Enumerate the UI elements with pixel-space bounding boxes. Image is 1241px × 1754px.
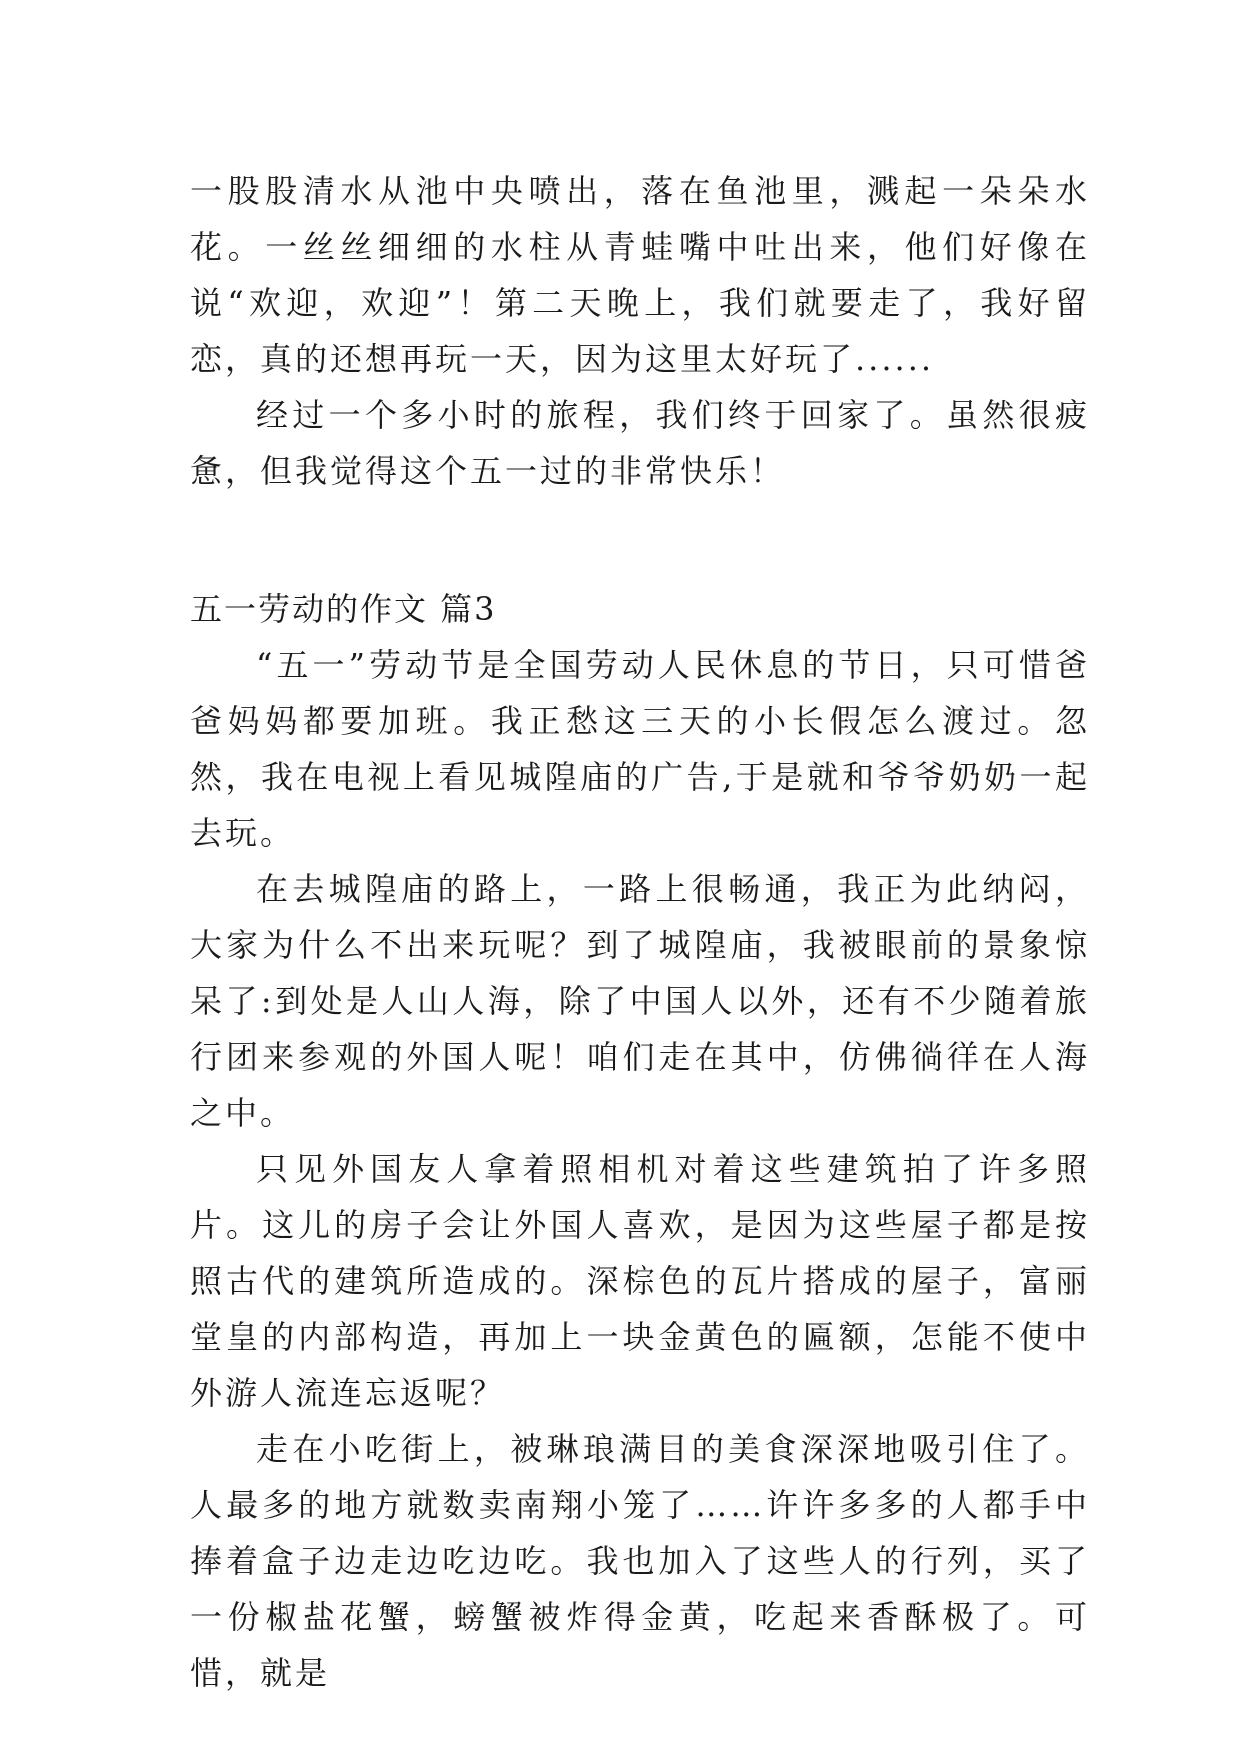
paragraph-intro: “五一”劳动节是全国劳动人民休息的节日，只可惜爸爸妈妈都要加班。我正愁这三天的小长假怎么渡过。忽然，我在电视上看见城隍庙的广告,于是就和爷爷奶奶一起去玩。	[190, 646, 1090, 852]
paragraph-snack-street: 走在小吃街上，被琳琅满目的美食深深地吸引住了。人最多的地方就数卖南翔小笼了……许许多多的人都手中捧着盒子边走边吃边吃。我也加入了这些人的行列，买了一份椒盐花蟹，螃蟹被炸得金黄，吃起来香酥极了。可惜，就是	[190, 1430, 1090, 1692]
document-body	[190, 163, 1090, 1701]
paragraph-on-the-way: 在去城隍庙的路上，一路上很畅通，我正为此纳闷，大家为什么不出来玩呢？到了城隍庙，我被眼前的景象惊呆了:到处是人山人海，除了中国人以外，还有不少随着旅行团来参观的外国人呢！咱们走在其中，仿佛徜徉在人海之中。	[190, 870, 1090, 1132]
section-title: 五一劳动的作文 篇3	[190, 590, 497, 628]
paragraph-return-home: 经过一个多小时的旅程，我们终于回家了。虽然很疲惫，但我觉得这个五一过的非常快乐！	[190, 396, 1090, 490]
paragraph-fountain: 一股股清水从池中央喷出，落在鱼池里，溅起一朵朵水花。一丝丝细细的水柱从青蛙嘴中吐出来，他们好像在说“欢迎，欢迎”！第二天晚上，我们就要走了，我好留恋，真的还想再玩一天，因为这里太好玩了......	[190, 172, 1090, 378]
paragraph-buildings: 只见外国友人拿着照相机对着这些建筑拍了许多照片。这儿的房子会让外国人喜欢，是因为这些屋子都是按照古代的建筑所造成的。深棕色的瓦片搭成的屋子，富丽堂皇的内部构造，再加上一块金黄色的匾额，怎能不使中外游人流连忘返呢？	[190, 1150, 1090, 1412]
